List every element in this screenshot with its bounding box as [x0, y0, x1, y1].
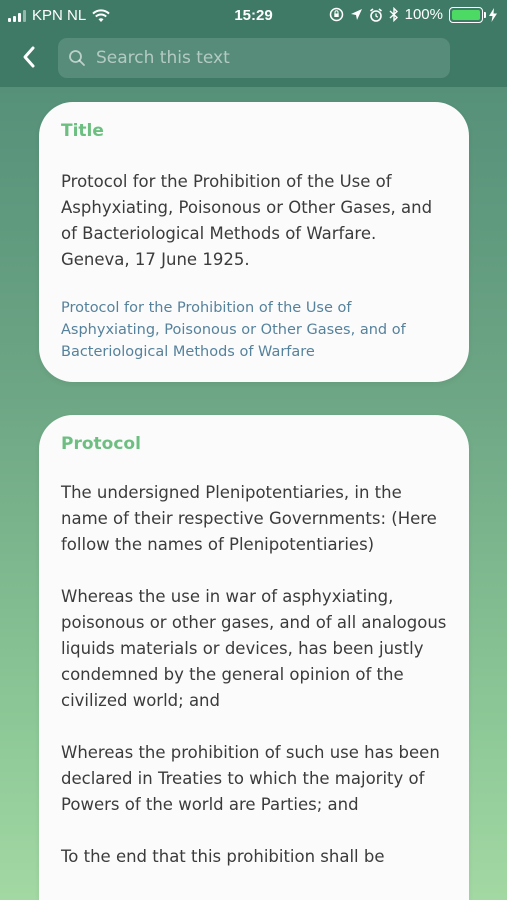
title-card: [39, 102, 469, 382]
alarm-icon: [369, 8, 383, 22]
protocol-paragraph: Whereas the use in war of asphyxiating, poisonous or other gases, and of all analogous liquids materials or devices, has been justly condemned by the general opinion of the civilized world; and: [61, 587, 447, 710]
search-input[interactable]: [96, 48, 426, 68]
bluetooth-icon: [389, 7, 399, 22]
charging-bolt-icon: [489, 8, 497, 22]
search-bar[interactable]: [58, 38, 450, 78]
card-label: Title: [61, 121, 104, 141]
protocol-card: [39, 415, 469, 900]
carrier-label: KPN NL: [32, 7, 87, 24]
protocol-paragraph: The undersigned Plenipotentiaries, in the name of their respective Governments: (Here follow the names of Plenipotentiaries): [61, 483, 437, 554]
clock: 15:29: [234, 7, 273, 24]
status-bar: [0, 0, 507, 32]
back-button[interactable]: [14, 42, 44, 72]
card-label: Protocol: [61, 434, 141, 454]
chevron-left-icon: [21, 45, 37, 69]
search-icon: [68, 49, 86, 67]
battery-percent: 100%: [404, 6, 443, 23]
navigation-header: [0, 32, 507, 87]
battery-icon: [449, 7, 483, 23]
protocol-paragraph: To the end that this prohibition shall be: [61, 847, 385, 866]
document-reference-link[interactable]: Protocol for the Prohibition of the Use of Asphyxiating, Poisonous or Other Gases, and of Bacteriological Methods of Warfare: [61, 300, 406, 360]
orientation-lock-icon: [329, 7, 344, 22]
protocol-paragraph: Whereas the prohibition of such use has been declared in Treaties to which the majority of Powers of the world are Parties; and: [61, 743, 440, 814]
document-title: Protocol for the Prohibition of the Use of Asphyxiating, Poisonous or Other Gases, and of Bacteriological Methods of Warfare. Geneva, 17 June 1925.: [61, 172, 433, 269]
location-arrow-icon: [350, 8, 363, 21]
